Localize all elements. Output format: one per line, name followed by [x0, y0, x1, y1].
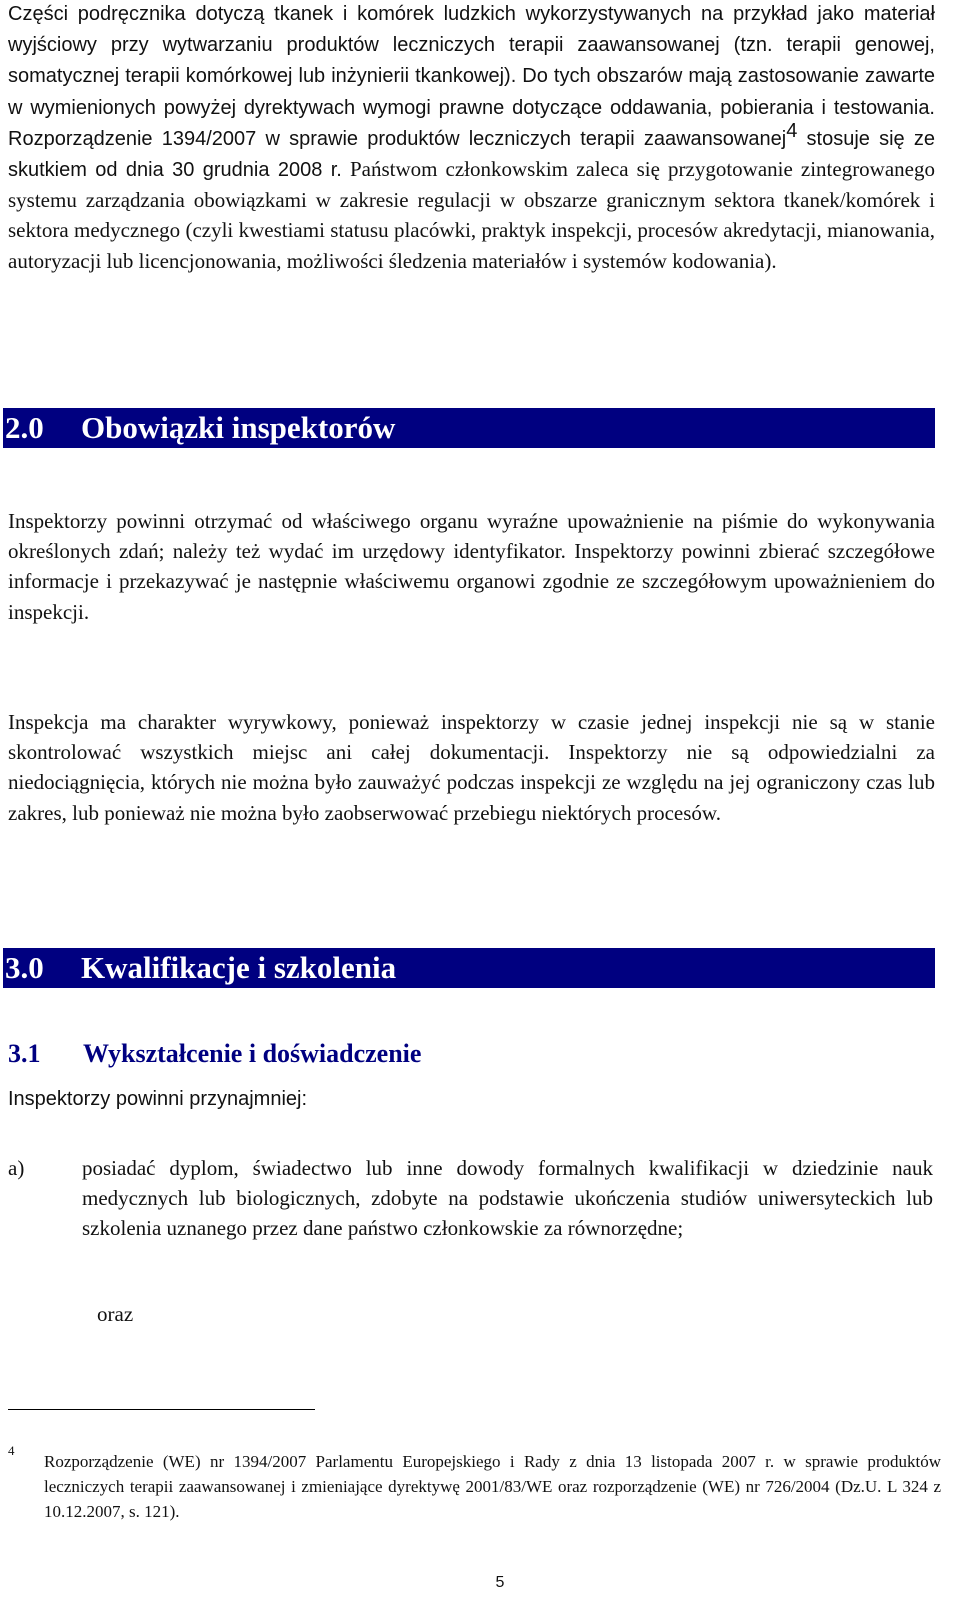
- qualifications-lead: [8, 1083, 935, 1114]
- intro-paragraph: [8, 0, 935, 276]
- footnote-divider: [8, 1409, 315, 1410]
- section-2-number: 2.0: [5, 410, 44, 445]
- footnote-reference[interactable]: 4: [786, 119, 798, 142]
- section-2-heading: [3, 408, 935, 448]
- section-3-title: Kwalifikacje i szkolenia: [81, 950, 397, 985]
- intro-text-part2: stosuje się ze skutkiem od dnia 30 grudnia 2008 r.: [8, 127, 935, 182]
- subsection-3-1-number: 3.1: [8, 1039, 41, 1068]
- list-connector: oraz: [97, 1302, 134, 1326]
- section-3-number: 3.0: [5, 950, 44, 985]
- footnote-text: Rozporządzenie (WE) nr 1394/2007 Parlamentu Europejskiego i Rady z dnia 13 listopada 2007 r. w sprawie produktów leczniczych terapii zaawansowanej i zmieniające dyrektywę 2001/83/WE oraz rozporządzenie (WE) nr 726/2004 (Dz.U. L 324 z 10.12.2007, s. 121).: [44, 1452, 941, 1521]
- intro-text-part1: Części podręcznika dotyczą tkanek i komórek ludzkich wykorzystywanych na przykład jako materiał wyjściowy przy wytwarzaniu produktów leczniczych terapii zaawansowanej (tzn. terapii genowej, somatycznej terapii komórkowej lub inżynierii tkankowej). Do tych obszarów mają zastosowanie zawarte w wymienionych powyżej dyrektywach wymogi prawne dotyczące oddawania, pobierania i testowania. Rozporządzenie 1394/2007 w sprawie produktów leczniczych terapii zaawansowanej: [8, 3, 935, 150]
- section-2-paragraph-1: Inspektorzy powinni otrzymać od właściwego organu wyraźne upoważnienie na piśmie do wykonywania określonych zdań; należy też wydać im urzędowy identyfikator. Inspektorzy powinni zbierać szczegółowe informacje i przekazywać je następnie właściwemu organowi zgodnie ze szczegółowym upoważnieniem do inspekcji.: [8, 509, 935, 624]
- list-item-marker-a: a): [8, 1156, 25, 1180]
- footnote-number: 4: [8, 1443, 15, 1458]
- section-3-heading: [3, 948, 935, 988]
- list-item-a-text: posiadać dyplom, świadectwo lub inne dowody formalnych kwalifikacji w dziedzinie nauk medycznych lub biologicznych, zdobyte na podstawie ukończenia studiów uniwersyteckich lub szkolenia uznanego przez dane państwo członkowskie za równorzędne;: [82, 1156, 933, 1240]
- qualifications-lead-text: Inspektorzy powinni przynajmniej:: [8, 1088, 308, 1110]
- section-2-paragraph-2: Inspekcja ma charakter wyrywkowy, ponieważ inspektorzy w czasie jednej inspekcji nie są w stanie skontrolować wszystkich miejsc ani całej dokumentacji. Inspektorzy nie są odpowiedzialni za niedociągnięcia, których nie można było zauważyć podczas inspekcji ze względu na jej ograniczony czas lub zakres, lub ponieważ nie można było zaobserwować przebiegu niektórych procesów.: [8, 710, 935, 825]
- intro-text-part3: Państwom członkowskim zaleca się przygotowanie zintegrowanego systemu zarządzania obowiązkami w zakresie regulacji w obszarze granicznym sektora tkanek/komórek i sektora medycznego (czyli kwestiami statusu placówki, praktyk inspekcji, procesów akredytacji, mianowania, autoryzacji lub licencjonowania, możliwości śledzenia materiałów i systemów kodowania).: [8, 157, 935, 273]
- section-2-title: Obowiązki inspektorów: [81, 410, 396, 445]
- subsection-3-1-title: Wykształcenie i doświadczenie: [83, 1039, 422, 1068]
- page-number: 5: [495, 1574, 505, 1591]
